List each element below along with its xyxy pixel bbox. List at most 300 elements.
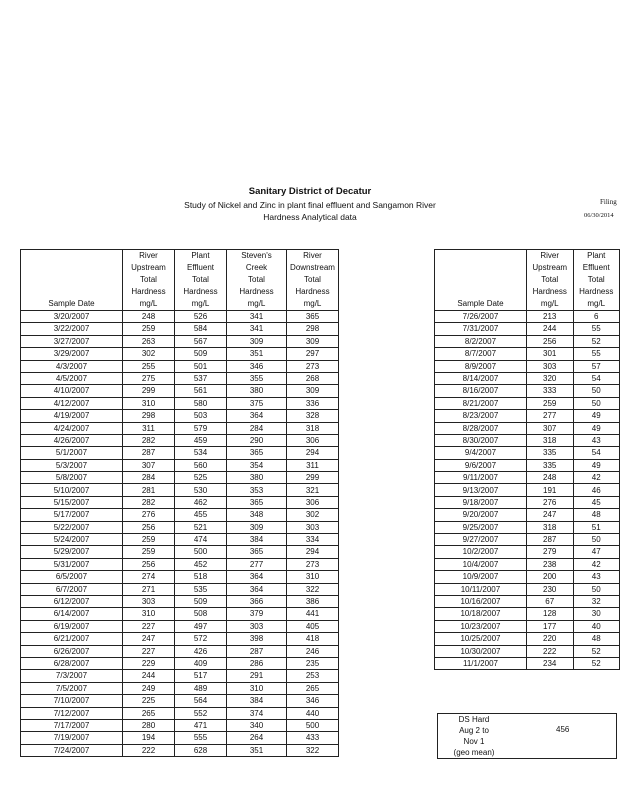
hardness-value-cell: 567 — [175, 335, 227, 347]
hardness-value-cell: 294 — [287, 546, 339, 558]
hardness-value-cell: 351 — [227, 744, 287, 756]
sample-date-cell: 5/3/2007 — [21, 459, 123, 471]
table-row — [435, 595, 620, 607]
hardness-value-cell: 322 — [287, 744, 339, 756]
hardness-value-cell: 521 — [175, 521, 227, 533]
hardness-value-cell: 268 — [287, 372, 339, 384]
summary-label: DS Hard — [458, 715, 490, 724]
column-header-line: Effluent — [187, 263, 214, 272]
table-row — [21, 633, 339, 645]
hardness-value-cell: 282 — [123, 434, 175, 446]
table-row — [21, 496, 339, 508]
hardness-value-cell: 462 — [175, 496, 227, 508]
hardness-value-cell: 525 — [175, 472, 227, 484]
hardness-value-cell: 51 — [573, 521, 620, 533]
hardness-value-cell: 50 — [573, 534, 620, 546]
hardness-value-cell: 256 — [526, 335, 573, 347]
sample-date-cell: 6/7/2007 — [21, 583, 123, 595]
hardness-value-cell: 259 — [123, 546, 175, 558]
column-header-line: River — [139, 251, 158, 260]
ds-hardness-summary-box — [437, 713, 617, 759]
hardness-value-cell: 32 — [573, 595, 620, 607]
hardness-value-cell: 42 — [573, 558, 620, 570]
hardness-value-cell: 560 — [175, 459, 227, 471]
hardness-value-cell: 227 — [123, 620, 175, 632]
hardness-value-cell: 238 — [526, 558, 573, 570]
column-header-line — [435, 286, 526, 298]
table-row — [21, 608, 339, 620]
table-row — [21, 521, 339, 533]
hardness-value-cell: 311 — [123, 422, 175, 434]
hardness-value-cell: 42 — [573, 472, 620, 484]
hardness-value-cell: 244 — [526, 323, 573, 335]
sample-date-cell: 10/30/2007 — [435, 645, 527, 657]
column-header-line — [21, 274, 122, 286]
sample-date-cell: 6/21/2007 — [21, 633, 123, 645]
hardness-value-cell: 335 — [526, 459, 573, 471]
filing-stamp: Filing — [600, 198, 617, 206]
hardness-value-cell: 298 — [123, 410, 175, 422]
sample-date-cell: 6/28/2007 — [21, 657, 123, 669]
hardness-value-cell: 249 — [123, 682, 175, 694]
sample-date-cell: 4/19/2007 — [21, 410, 123, 422]
column-header — [287, 250, 339, 311]
page-title: Sanitary District of Decatur — [248, 186, 372, 197]
hardness-value-cell: 291 — [227, 670, 287, 682]
hardness-value-cell: 335 — [526, 447, 573, 459]
hardness-value-cell: 235 — [287, 657, 339, 669]
hardness-value-cell: 440 — [287, 707, 339, 719]
hardness-value-cell: 194 — [123, 732, 175, 744]
column-header-line: mg/L — [247, 299, 266, 308]
sample-date-cell: 5/15/2007 — [21, 496, 123, 508]
hardness-value-cell: 375 — [227, 397, 287, 409]
column-header-line: Hardness — [579, 287, 614, 296]
hardness-value-cell: 57 — [573, 360, 620, 372]
hardness-value-cell: 128 — [526, 608, 573, 620]
hardness-value-cell: 299 — [287, 472, 339, 484]
column-header-line: Steven's — [241, 251, 272, 260]
table-row — [21, 397, 339, 409]
sample-date-cell: 8/14/2007 — [435, 372, 527, 384]
hardness-value-cell: 263 — [123, 335, 175, 347]
hardness-value-cell: 256 — [123, 558, 175, 570]
hardness-value-cell: 561 — [175, 385, 227, 397]
hardness-value-cell: 346 — [227, 360, 287, 372]
table-row — [435, 422, 620, 434]
column-header-line: Total — [304, 275, 321, 284]
column-header-line: mg/L — [191, 299, 210, 308]
hardness-value-cell: 307 — [526, 422, 573, 434]
column-header-line: Plant — [587, 251, 606, 260]
table-row — [435, 335, 620, 347]
table-row — [435, 534, 620, 546]
column-header-line: mg/L — [587, 299, 606, 308]
sample-date-cell: 10/2/2007 — [435, 546, 527, 558]
table-row — [435, 434, 620, 446]
hardness-value-cell: 265 — [287, 682, 339, 694]
sample-date-cell: 3/27/2007 — [21, 335, 123, 347]
column-header — [435, 250, 527, 311]
hardness-value-cell: 309 — [287, 385, 339, 397]
hardness-value-cell: 259 — [526, 397, 573, 409]
column-header-line: Total — [192, 275, 209, 284]
hardness-value-cell: 256 — [123, 521, 175, 533]
column-header-line — [435, 262, 526, 274]
sample-date-cell: 8/21/2007 — [435, 397, 527, 409]
sample-date-cell: 5/22/2007 — [21, 521, 123, 533]
hardness-value-cell: 318 — [287, 422, 339, 434]
table-row — [435, 608, 620, 620]
hardness-value-cell: 433 — [287, 732, 339, 744]
hardness-value-cell: 234 — [526, 657, 573, 669]
hardness-value-cell: 222 — [123, 744, 175, 756]
table-row — [21, 595, 339, 607]
sample-date-cell: 7/24/2007 — [21, 744, 123, 756]
sample-date-cell: 6/19/2007 — [21, 620, 123, 632]
hardness-value-cell: 277 — [227, 558, 287, 570]
hardness-value-cell: 280 — [123, 719, 175, 731]
hardness-value-cell: 303 — [123, 595, 175, 607]
hardness-value-cell: 334 — [287, 534, 339, 546]
column-header-line: River — [540, 251, 560, 260]
column-header — [175, 250, 227, 311]
table-row — [21, 410, 339, 422]
hardness-value-cell: 509 — [175, 595, 227, 607]
column-header-line: Total — [587, 275, 605, 284]
hardness-value-cell: 379 — [227, 608, 287, 620]
column-header — [123, 250, 175, 311]
hardness-value-cell: 255 — [123, 360, 175, 372]
hardness-value-cell: 471 — [175, 719, 227, 731]
sample-date-cell: 7/19/2007 — [21, 732, 123, 744]
hardness-value-cell: 346 — [287, 695, 339, 707]
table-row — [21, 546, 339, 558]
hardness-value-cell: 284 — [227, 422, 287, 434]
hardness-value-cell: 509 — [175, 348, 227, 360]
hardness-value-cell: 572 — [175, 633, 227, 645]
summary-label: Aug 2 to — [459, 726, 489, 735]
column-header-line: Downstream — [290, 263, 335, 272]
hardness-value-cell: 364 — [227, 410, 287, 422]
hardness-value-cell: 299 — [123, 385, 175, 397]
hardness-value-cell: 50 — [573, 583, 620, 595]
hardness-value-cell: 579 — [175, 422, 227, 434]
hardness-value-cell: 365 — [227, 496, 287, 508]
hardness-value-cell: 49 — [573, 422, 620, 434]
summary-label: (geo mean) — [453, 748, 495, 757]
summary-label: Nov 1 — [463, 737, 485, 746]
column-header-line: Effluent — [582, 263, 610, 272]
sample-date-cell: 8/9/2007 — [435, 360, 527, 372]
hardness-value-cell: 265 — [123, 707, 175, 719]
hardness-value-cell: 474 — [175, 534, 227, 546]
hardness-value-cell: 426 — [175, 645, 227, 657]
table-row — [435, 397, 620, 409]
hardness-value-cell: 230 — [526, 583, 573, 595]
hardness-value-cell: 365 — [287, 311, 339, 323]
table-row — [21, 657, 339, 669]
hardness-value-cell: 374 — [227, 707, 287, 719]
hardness-value-cell: 55 — [573, 348, 620, 360]
hardness-value-cell: 355 — [227, 372, 287, 384]
column-header-line: Upstream — [131, 263, 166, 272]
hardness-value-cell: 279 — [526, 546, 573, 558]
hardness-value-cell: 229 — [123, 657, 175, 669]
table-row — [435, 657, 620, 669]
hardness-value-cell: 537 — [175, 372, 227, 384]
table-row — [21, 620, 339, 632]
table-row — [21, 670, 339, 682]
hardness-value-cell: 351 — [227, 348, 287, 360]
hardness-value-cell: 227 — [123, 645, 175, 657]
hardness-value-cell: 177 — [526, 620, 573, 632]
sample-date-cell: 9/11/2007 — [435, 472, 527, 484]
sample-date-cell: 3/22/2007 — [21, 323, 123, 335]
column-header — [573, 250, 620, 311]
hardness-value-cell: 40 — [573, 620, 620, 632]
hardness-value-cell: 273 — [287, 558, 339, 570]
hardness-value-cell: 310 — [123, 397, 175, 409]
page-subtitle: Study of Nickel and Zinc in plant final effluent and Sangamon River — [184, 200, 436, 210]
hardness-value-cell: 200 — [526, 571, 573, 583]
hardness-value-cell: 309 — [227, 335, 287, 347]
hardness-value-cell: 248 — [526, 472, 573, 484]
hardness-value-cell: 213 — [526, 311, 573, 323]
table-row — [435, 583, 620, 595]
column-header-line: mg/L — [139, 299, 158, 308]
hardness-value-cell: 380 — [227, 472, 287, 484]
table-row — [435, 459, 620, 471]
table-row — [21, 447, 339, 459]
hardness-value-cell: 43 — [573, 434, 620, 446]
column-header-line — [21, 262, 122, 274]
sample-date-cell: 8/7/2007 — [435, 348, 527, 360]
sample-date-cell: 9/20/2007 — [435, 509, 527, 521]
hardness-value-cell: 322 — [287, 583, 339, 595]
hardness-value-cell: 247 — [526, 509, 573, 521]
table-row — [21, 583, 339, 595]
sample-date-cell: 5/29/2007 — [21, 546, 123, 558]
hardness-value-cell: 247 — [123, 633, 175, 645]
hardness-value-cell: 364 — [227, 583, 287, 595]
column-header-line — [435, 274, 526, 286]
hardness-value-cell: 290 — [227, 434, 287, 446]
hardness-value-cell: 281 — [123, 484, 175, 496]
sample-date-cell: 11/1/2007 — [435, 657, 527, 669]
hardness-value-cell: 49 — [573, 459, 620, 471]
table-row — [21, 707, 339, 719]
sample-date-cell: 7/26/2007 — [435, 311, 527, 323]
hardness-value-cell: 307 — [123, 459, 175, 471]
hardness-value-cell: 191 — [526, 484, 573, 496]
hardness-value-cell: 365 — [227, 546, 287, 558]
column-header-line: River — [303, 251, 322, 260]
hardness-value-cell: 264 — [227, 732, 287, 744]
hardness-value-cell: 353 — [227, 484, 287, 496]
table-row — [435, 521, 620, 533]
sample-date-cell: 10/25/2007 — [435, 633, 527, 645]
table-row — [435, 645, 620, 657]
hardness-value-cell: 518 — [175, 571, 227, 583]
sample-date-cell: 9/4/2007 — [435, 447, 527, 459]
hardness-value-cell: 508 — [175, 608, 227, 620]
table-row — [21, 744, 339, 756]
column-header-line: Total — [248, 275, 265, 284]
table-header-row — [21, 250, 339, 311]
table-row — [21, 372, 339, 384]
hardness-value-cell: 328 — [287, 410, 339, 422]
hardness-value-cell: 555 — [175, 732, 227, 744]
sample-date-cell: 6/14/2007 — [21, 608, 123, 620]
hardness-value-cell: 48 — [573, 633, 620, 645]
table-row — [435, 410, 620, 422]
hardness-value-cell: 222 — [526, 645, 573, 657]
page-subtitle-2: Hardness Analytical data — [263, 212, 357, 222]
hardness-value-cell: 503 — [175, 410, 227, 422]
table-row — [21, 434, 339, 446]
hardness-value-cell: 310 — [287, 571, 339, 583]
column-header-line: Sample Date — [457, 299, 504, 308]
hardness-value-cell: 253 — [287, 670, 339, 682]
sample-date-cell: 6/12/2007 — [21, 595, 123, 607]
hardness-value-cell: 271 — [123, 583, 175, 595]
hardness-value-cell: 48 — [573, 509, 620, 521]
table-row — [21, 385, 339, 397]
hardness-table-right — [434, 249, 620, 670]
hardness-value-cell: 302 — [123, 348, 175, 360]
table-row — [21, 695, 339, 707]
column-header-line: Total — [140, 275, 157, 284]
table-row — [21, 719, 339, 731]
sample-date-cell: 10/18/2007 — [435, 608, 527, 620]
hardness-value-cell: 380 — [227, 385, 287, 397]
hardness-value-cell: 220 — [526, 633, 573, 645]
hardness-value-cell: 501 — [175, 360, 227, 372]
hardness-value-cell: 274 — [123, 571, 175, 583]
summary-value: 456 — [556, 725, 570, 734]
hardness-value-cell: 405 — [287, 620, 339, 632]
table-row — [21, 360, 339, 372]
column-header-line: Hardness — [295, 287, 330, 296]
sample-date-cell: 5/10/2007 — [21, 484, 123, 496]
column-header-line: Plant — [191, 251, 210, 260]
sample-date-cell: 8/28/2007 — [435, 422, 527, 434]
table-row — [435, 558, 620, 570]
hardness-value-cell: 273 — [287, 360, 339, 372]
sample-date-cell: 9/6/2007 — [435, 459, 527, 471]
hardness-table-left — [20, 249, 339, 757]
hardness-value-cell: 282 — [123, 496, 175, 508]
table-row — [21, 558, 339, 570]
table-row — [435, 571, 620, 583]
table-row — [21, 645, 339, 657]
sample-date-cell: 5/24/2007 — [21, 534, 123, 546]
table-row — [21, 459, 339, 471]
table-row — [435, 385, 620, 397]
hardness-value-cell: 348 — [227, 509, 287, 521]
hardness-value-cell: 225 — [123, 695, 175, 707]
hardness-value-cell: 341 — [227, 323, 287, 335]
hardness-value-cell: 309 — [227, 521, 287, 533]
column-header — [526, 250, 573, 311]
table-row — [435, 620, 620, 632]
hardness-value-cell: 341 — [227, 311, 287, 323]
hardness-value-cell: 384 — [227, 695, 287, 707]
hardness-value-cell: 584 — [175, 323, 227, 335]
sample-date-cell: 8/23/2007 — [435, 410, 527, 422]
sample-date-cell: 5/1/2007 — [21, 447, 123, 459]
hardness-value-cell: 333 — [526, 385, 573, 397]
column-header-line — [21, 250, 122, 262]
sample-date-cell: 4/24/2007 — [21, 422, 123, 434]
hardness-value-cell: 306 — [287, 496, 339, 508]
table-row — [21, 571, 339, 583]
hardness-value-cell: 47 — [573, 546, 620, 558]
sample-date-cell: 6/5/2007 — [21, 571, 123, 583]
table-row — [21, 422, 339, 434]
hardness-value-cell: 303 — [227, 620, 287, 632]
hardness-value-cell: 459 — [175, 434, 227, 446]
sample-date-cell: 7/31/2007 — [435, 323, 527, 335]
hardness-value-cell: 497 — [175, 620, 227, 632]
hardness-value-cell: 246 — [287, 645, 339, 657]
table-row — [435, 509, 620, 521]
filing-date: 06/30/2014 — [584, 212, 614, 219]
hardness-value-cell: 526 — [175, 311, 227, 323]
hardness-value-cell: 455 — [175, 509, 227, 521]
hardness-value-cell: 248 — [123, 311, 175, 323]
hardness-value-cell: 306 — [287, 434, 339, 446]
hardness-value-cell: 500 — [175, 546, 227, 558]
sample-date-cell: 9/25/2007 — [435, 521, 527, 533]
sample-date-cell: 4/26/2007 — [21, 434, 123, 446]
hardness-value-cell: 287 — [227, 645, 287, 657]
hardness-value-cell: 52 — [573, 335, 620, 347]
hardness-value-cell: 294 — [287, 447, 339, 459]
hardness-value-cell: 287 — [123, 447, 175, 459]
hardness-value-cell: 301 — [526, 348, 573, 360]
hardness-value-cell: 275 — [123, 372, 175, 384]
column-header-line: Upstream — [532, 263, 568, 272]
table-row — [21, 311, 339, 323]
hardness-value-cell: 364 — [227, 571, 287, 583]
hardness-value-cell: 284 — [123, 472, 175, 484]
hardness-value-cell: 67 — [526, 595, 573, 607]
table-row — [21, 323, 339, 335]
sample-date-cell: 10/16/2007 — [435, 595, 527, 607]
hardness-value-cell: 365 — [227, 447, 287, 459]
hardness-value-cell: 535 — [175, 583, 227, 595]
hardness-value-cell: 259 — [123, 323, 175, 335]
hardness-value-cell: 336 — [287, 397, 339, 409]
sample-date-cell: 8/2/2007 — [435, 335, 527, 347]
hardness-value-cell: 552 — [175, 707, 227, 719]
hardness-value-cell: 564 — [175, 695, 227, 707]
sample-date-cell: 4/10/2007 — [21, 385, 123, 397]
sample-date-cell: 10/4/2007 — [435, 558, 527, 570]
hardness-value-cell: 302 — [287, 509, 339, 521]
column-header-line: Hardness — [183, 287, 218, 296]
table-row — [435, 633, 620, 645]
table-row — [21, 472, 339, 484]
hardness-value-cell: 276 — [526, 496, 573, 508]
table-row — [435, 348, 620, 360]
table-row — [435, 472, 620, 484]
hardness-value-cell: 286 — [227, 657, 287, 669]
sample-date-cell: 7/10/2007 — [21, 695, 123, 707]
sample-date-cell: 7/3/2007 — [21, 670, 123, 682]
